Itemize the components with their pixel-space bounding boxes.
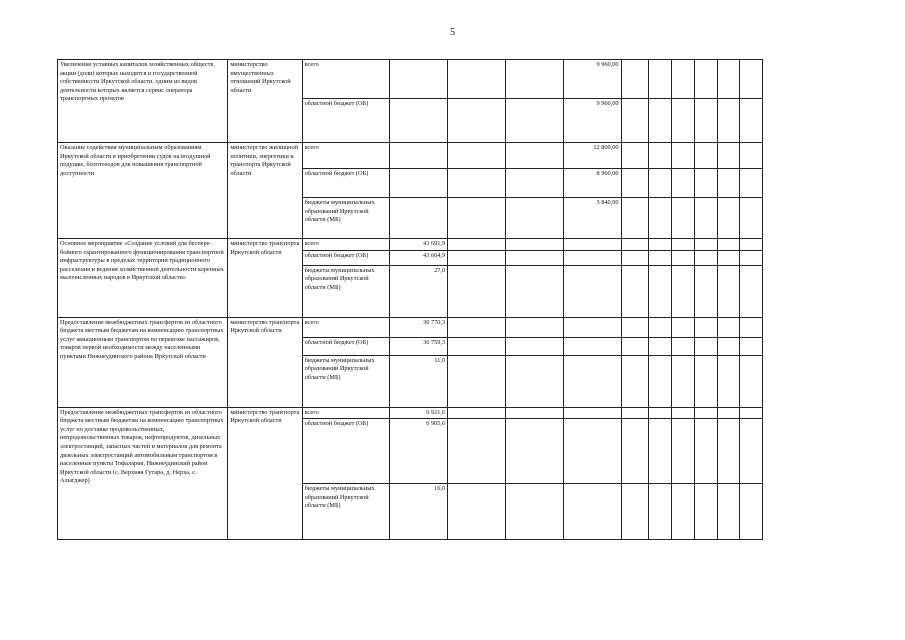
funding-source: областной бюджет (ОБ) (302, 337, 390, 355)
funding-source: областной бюджет (ОБ) (302, 169, 390, 198)
funding-source: областной бюджет (ОБ) (302, 99, 390, 143)
total-value (390, 99, 448, 143)
funding-source: всего (302, 143, 390, 169)
table-row (58, 317, 763, 337)
year-value: 3 840,00 (563, 198, 621, 239)
table-row (58, 60, 763, 99)
year-value (563, 419, 621, 484)
executor: министерство транспорта Иркутской области (228, 239, 302, 318)
year-value: 9 960,00 (563, 99, 621, 143)
year-value (563, 317, 621, 337)
year-value (563, 484, 621, 540)
budget-table (57, 59, 763, 540)
funding-source: бюджеты муниципальных образований Иркутской области (МБ) (302, 484, 390, 540)
executor: министерство имущественных отношений Иркутской области (228, 60, 302, 143)
total-value: 43 691,9 (390, 239, 448, 251)
funding-source: всего (302, 60, 390, 99)
measure-name: Увеличение уставных капиталов хозяйственных обществ, акции (доли) которых находятся в государственной собственности Иркутской области, одним из видов деятельности которых является сервис оператора транспортных проектов (58, 60, 228, 143)
total-value (390, 143, 448, 169)
year-value (563, 250, 621, 265)
funding-source: областной бюджет (ОБ) (302, 419, 390, 484)
year-value (563, 265, 621, 317)
funding-source: бюджеты муниципальных образований Иркутской области (МБ) (302, 355, 390, 407)
total-value: 27,0 (390, 265, 448, 317)
total-value: 6 921,6 (390, 407, 448, 419)
year-value (563, 355, 621, 407)
funding-source: всего (302, 317, 390, 337)
table-row (58, 407, 763, 419)
year-value (563, 407, 621, 419)
total-value: 6 905,6 (390, 419, 448, 484)
table-row (58, 143, 763, 169)
year-value: 8 960,00 (563, 169, 621, 198)
executor: министерство жилищной политики, энергетики и транспорта Иркутской области (228, 143, 302, 239)
total-value (390, 169, 448, 198)
total-value (390, 60, 448, 99)
measure-name: Предоставление межбюджетных трансфертов из областного бюджета местным бюджетам на компенсацию транспортных услуг по доставке продовольственных, непродовольственных товаров, нефтепродуктов, дизельных электростанций, запасных частей и материалов для ремонта дизельных электростанций автомобильным транспортом в населенные пункты Тофалария, Нижнеудинский район Иркутской области (с. Верхняя Гутара, д. Нерха, с. Алыгджер) (58, 407, 228, 540)
total-value: 43 664,9 (390, 250, 448, 265)
measure-name: Основное мероприятие «Создание условий для бесперебойного гарантированного функционирования транспортной инфраструктуры в пределах территории традиционного расселения и ведения хозяйственной деятельности коренных малочисленных народов в Иркутской области» (58, 239, 228, 318)
measure-name: Предоставление межбюджетных трансфертов из областного бюджета местным бюджетам на компенсацию транспортных услуг авиационным транспортом по перевозке пассажиров, товаров первой необходимости между населенными пунктами Нижнеудинского района Иркутской области (58, 317, 228, 407)
total-value: 36 759,3 (390, 337, 448, 355)
page-number: 5 (450, 27, 455, 38)
funding-source: бюджеты муниципальных образований Иркутской области (МБ) (302, 265, 390, 317)
total-value: 16,0 (390, 484, 448, 540)
funding-source: бюджеты муниципальных образований Иркутской области (МБ) (302, 198, 390, 239)
executor: министерство транспорта Иркутской области (228, 407, 302, 540)
funding-source: всего (302, 239, 390, 251)
year-value (563, 239, 621, 251)
funding-source: всего (302, 407, 390, 419)
year-value: 9 960,00 (563, 60, 621, 99)
total-value: 36 770,3 (390, 317, 448, 337)
table-row (58, 239, 763, 251)
total-value: 11,0 (390, 355, 448, 407)
executor: министерство транспорта Иркутской области (228, 317, 302, 407)
measure-name: Оказание содействия муниципальным образованиям Иркутской области в приобретении судов на воздушной подушке, болотоходов для повышения транспортной доступности (58, 143, 228, 239)
year-value (563, 337, 621, 355)
total-value (390, 198, 448, 239)
funding-source: областной бюджет (ОБ) (302, 250, 390, 265)
year-value: 12 800,00 (563, 143, 621, 169)
